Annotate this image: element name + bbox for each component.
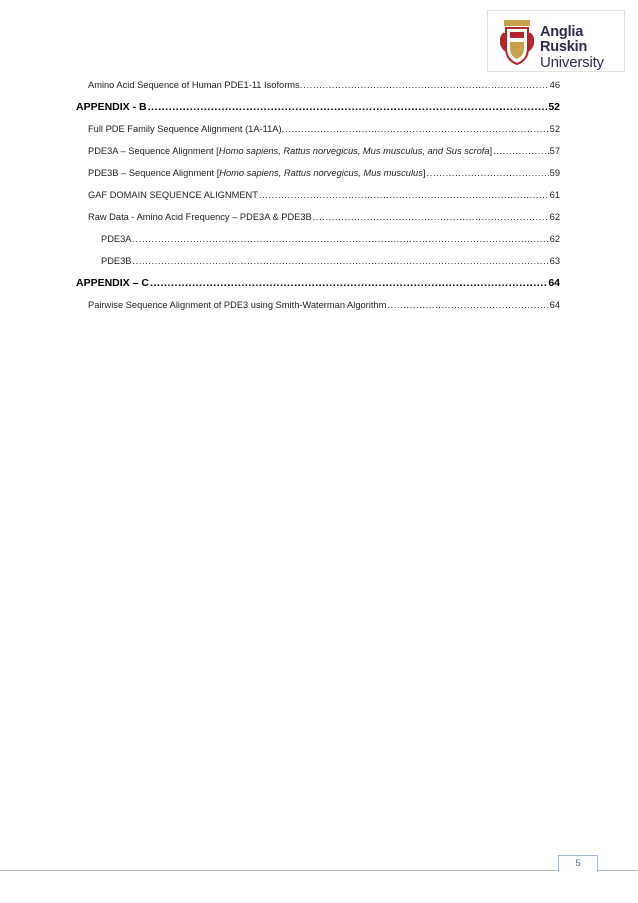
dot-leader bbox=[313, 206, 549, 228]
dot-leader bbox=[150, 272, 547, 294]
toc-entry-title: APPENDIX - B bbox=[76, 101, 147, 113]
footer-divider-right bbox=[598, 870, 638, 871]
toc-entry[interactable] bbox=[76, 206, 560, 228]
dot-leader bbox=[303, 74, 548, 96]
toc-entry[interactable] bbox=[76, 184, 560, 206]
toc-page-number: 62 bbox=[549, 234, 560, 244]
dot-leader bbox=[133, 228, 549, 250]
toc-entry-title: GAF DOMAIN SEQUENCE ALIGNMENT bbox=[88, 190, 258, 200]
logo-line-2: University bbox=[540, 54, 604, 71]
logo-line-1: Anglia Ruskin bbox=[540, 24, 588, 55]
toc-title-prefix: PDE3B – Sequence Alignment [ bbox=[88, 168, 220, 178]
toc-entry[interactable] bbox=[76, 140, 560, 162]
toc-title-prefix: PDE3A – Sequence Alignment [ bbox=[88, 146, 219, 156]
crest-icon bbox=[498, 18, 536, 66]
toc-page-number: 64 bbox=[549, 300, 560, 310]
university-logo bbox=[487, 10, 625, 72]
toc-entry[interactable] bbox=[76, 162, 560, 184]
dot-leader bbox=[426, 162, 548, 184]
toc-page-number: 52 bbox=[549, 124, 560, 134]
toc-title-suffix: ] bbox=[422, 168, 426, 178]
toc-entry-title: Pairwise Sequence Alignment of PDE3 using Smith-Waterman Algorithm bbox=[88, 300, 387, 310]
toc-entry[interactable] bbox=[76, 228, 560, 250]
toc-page-number: 64 bbox=[548, 277, 560, 289]
toc-entry-title: Amino Acid Sequence of Human PDE1-11 Isoforms. bbox=[88, 80, 303, 90]
toc-page-number: 62 bbox=[549, 212, 560, 222]
toc-entry-title: PDE3B bbox=[101, 256, 132, 266]
toc-title-italic: Homo sapiens, Rattus norvegicus, Mus musculus, and Sus scrofa bbox=[218, 146, 490, 156]
dot-leader bbox=[133, 250, 549, 272]
toc-page-number: 57 bbox=[549, 146, 560, 156]
toc-page-number: 63 bbox=[549, 256, 560, 266]
toc-entry-title: Full PDE Family Sequence Alignment (1A-11A). bbox=[88, 124, 285, 134]
toc-page-number: 59 bbox=[549, 168, 560, 178]
page-number: 5 bbox=[558, 855, 598, 872]
toc-page-number: 52 bbox=[548, 101, 560, 113]
toc-entry-title: PDE3A bbox=[101, 234, 132, 244]
toc-entry-title: APPENDIX – C bbox=[76, 277, 149, 289]
toc-page-number: 61 bbox=[549, 190, 560, 200]
toc-entry[interactable] bbox=[76, 74, 560, 96]
toc-page-number: 46 bbox=[549, 80, 560, 90]
dot-leader bbox=[493, 140, 549, 162]
toc-entry-title bbox=[88, 140, 492, 162]
toc-entry[interactable] bbox=[76, 294, 560, 316]
toc-heading[interactable] bbox=[76, 96, 560, 118]
toc-entry[interactable] bbox=[76, 118, 560, 140]
table-of-contents bbox=[76, 74, 560, 316]
dot-leader bbox=[259, 184, 549, 206]
logo-wordmark bbox=[540, 25, 624, 70]
dot-leader bbox=[387, 294, 548, 316]
footer-divider bbox=[0, 870, 558, 871]
toc-title-suffix: ] bbox=[489, 146, 493, 156]
toc-entry-title bbox=[88, 162, 425, 184]
dot-leader bbox=[285, 118, 548, 140]
toc-entry[interactable] bbox=[76, 250, 560, 272]
dot-leader bbox=[148, 96, 548, 118]
toc-title-italic: Homo sapiens, Rattus norvegicus, Mus musculus bbox=[219, 168, 423, 178]
toc-entry-title: Raw Data - Amino Acid Frequency – PDE3A & PDE3B bbox=[88, 212, 312, 222]
toc-heading[interactable] bbox=[76, 272, 560, 294]
